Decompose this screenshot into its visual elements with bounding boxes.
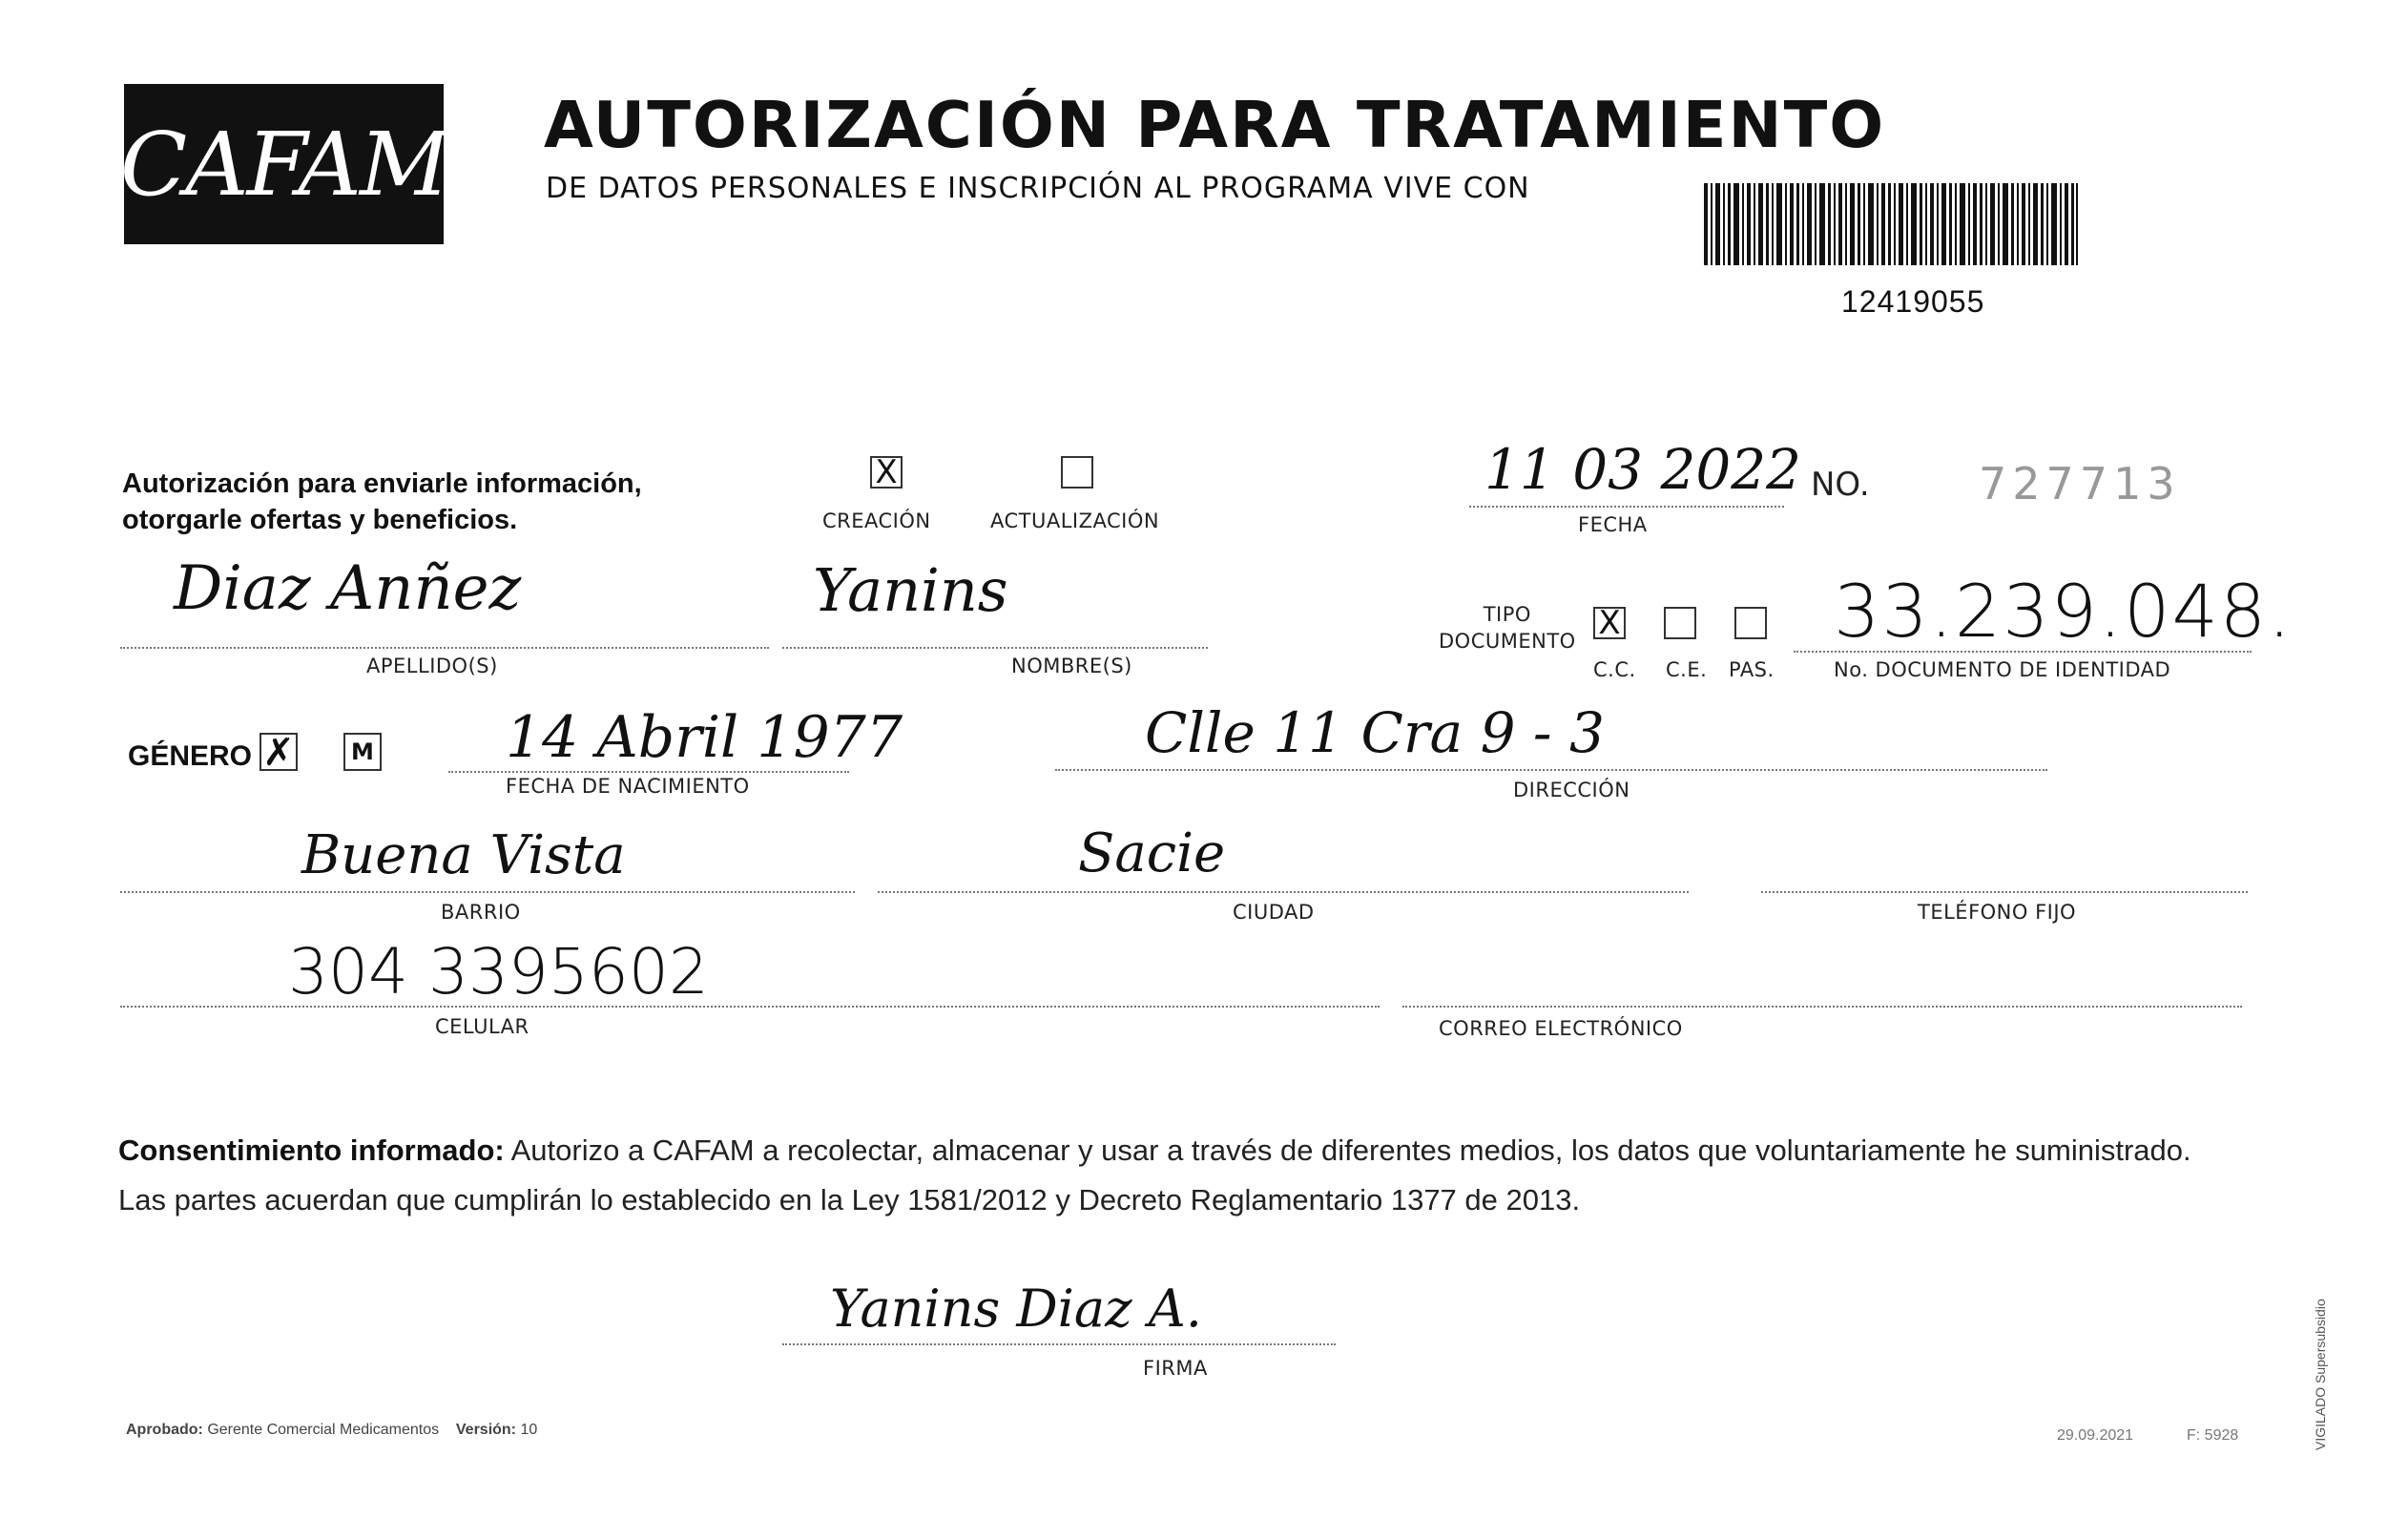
footer-form-code: F: 5928 xyxy=(2187,1427,2239,1444)
creacion-checkbox[interactable] xyxy=(870,453,903,491)
nombres-value[interactable]: Yanins xyxy=(813,555,1008,625)
fecha-line xyxy=(1469,506,1784,508)
nombres-label: NOMBRE(S) xyxy=(1011,655,1132,677)
tipo-label-line-2: DOCUMENTO xyxy=(1439,630,1576,653)
consent-line-2: Las partes acuerdan que cumplirán lo establecido en la Ley 1581/2012 y Decreto Reglamentario 1377 de 2013. xyxy=(118,1183,1581,1217)
version-label: Versión: xyxy=(455,1422,517,1438)
barrio-value[interactable]: Buena Vista xyxy=(301,824,626,886)
f-mark: ✗ xyxy=(262,731,295,775)
barrio-label: BARRIO xyxy=(441,901,521,924)
ce-label: C.E. xyxy=(1666,658,1708,681)
consent-heading: Consentimiento informado: xyxy=(118,1133,505,1167)
page-subtitle: DE DATOS PERSONALES E INSCRIPCIÓN AL PROGRAMA VIVE CON xyxy=(546,172,1530,205)
authorization-text xyxy=(122,466,642,538)
documento-value[interactable]: 33.239.048. xyxy=(1834,569,2294,654)
signature-line xyxy=(782,1343,1336,1345)
actualizacion-label: ACTUALIZACIÓN xyxy=(990,510,1160,532)
consent-line-1-text: Autorizo a CAFAM a recolectar, almacenar y usar a través de diferentes medios, los datos que voluntariamente he suministrado. xyxy=(504,1133,2191,1167)
authorization-line-2: otorgarle ofertas y beneficios. xyxy=(122,505,518,535)
celular-value[interactable]: 304 3395602 xyxy=(288,935,709,1009)
documento-line xyxy=(1794,651,2252,653)
direccion-label: DIRECCIÓN xyxy=(1513,779,1630,801)
signature-label: FIRMA xyxy=(1143,1357,1208,1380)
apellidos-label: APELLIDO(S) xyxy=(366,655,498,677)
aprobado-label: Aprobado: xyxy=(126,1422,203,1438)
m-checkbox[interactable] xyxy=(343,733,382,771)
signature-value[interactable]: Yanins Diaz A. xyxy=(830,1279,1202,1339)
ce-checkbox[interactable] xyxy=(1664,607,1696,639)
telefono-line xyxy=(1761,891,2248,893)
barrio-line xyxy=(120,891,855,893)
telefono-label: TELÉFONO FIJO xyxy=(1918,901,2077,924)
nacimiento-value[interactable]: 14 Abril 1977 xyxy=(506,704,903,771)
direccion-value[interactable]: Clle 11 Cra 9 - 3 xyxy=(1145,700,1605,765)
barcode xyxy=(1704,183,2078,265)
authorization-line-1: Autorización para enviarle información, xyxy=(122,468,642,499)
no-value: 727713 xyxy=(1979,458,2181,510)
cafam-logo xyxy=(119,84,448,244)
creacion-mark: X xyxy=(875,453,898,491)
apellidos-value[interactable]: Diaz Anñez xyxy=(174,553,522,624)
logo-text: CAFAM xyxy=(119,113,448,216)
pas-checkbox[interactable] xyxy=(1734,607,1767,639)
nacimiento-line xyxy=(448,771,849,773)
correo-label: CORREO ELECTRÓNICO xyxy=(1439,1017,1683,1040)
celular-line xyxy=(120,1006,1380,1008)
fecha-value[interactable]: 11 03 2022 xyxy=(1484,437,1802,502)
nombres-line xyxy=(782,647,1208,649)
tipo-documento-label xyxy=(1439,601,1576,655)
correo-line xyxy=(1402,1006,2242,1008)
ciudad-label: CIUDAD xyxy=(1233,901,1315,924)
apellidos-line xyxy=(120,647,769,649)
cc-label: C.C. xyxy=(1593,658,1636,681)
nacimiento-label: FECHA DE NACIMIENTO xyxy=(506,775,750,798)
fecha-label: FECHA xyxy=(1578,513,1648,536)
footer-approval xyxy=(126,1422,537,1439)
vigilado-side-text: VIGILADO Supersubsidio xyxy=(2313,1299,2328,1450)
barcode-number: 12419055 xyxy=(1841,284,1985,319)
pas-label: PAS. xyxy=(1729,658,1775,681)
consent-line-1 xyxy=(118,1126,2274,1175)
actualizacion-checkbox[interactable] xyxy=(1061,456,1093,489)
m-label: M xyxy=(351,738,374,765)
cc-checkbox[interactable] xyxy=(1593,604,1626,642)
direccion-line xyxy=(1055,769,2047,771)
genero-label: GÉNERO xyxy=(128,740,253,772)
version-value: 10 xyxy=(520,1422,538,1438)
footer-date: 29.09.2021 xyxy=(2057,1427,2134,1444)
consent-text xyxy=(118,1126,2274,1225)
cc-mark: X xyxy=(1598,604,1621,642)
documento-label: No. DOCUMENTO DE IDENTIDAD xyxy=(1834,658,2171,681)
creacion-label: CREACIÓN xyxy=(822,510,931,532)
aprobado-value: Gerente Comercial Medicamentos xyxy=(207,1422,440,1438)
tipo-label-line-1: TIPO xyxy=(1483,603,1531,626)
f-checkbox[interactable] xyxy=(259,731,298,775)
page-title: AUTORIZACIÓN PARA TRATAMIENTO xyxy=(544,88,1886,162)
celular-label: CELULAR xyxy=(435,1015,529,1038)
ciudad-value[interactable]: Sacie xyxy=(1078,822,1226,884)
no-label: NO. xyxy=(1811,466,1870,504)
ciudad-line xyxy=(878,891,1689,893)
